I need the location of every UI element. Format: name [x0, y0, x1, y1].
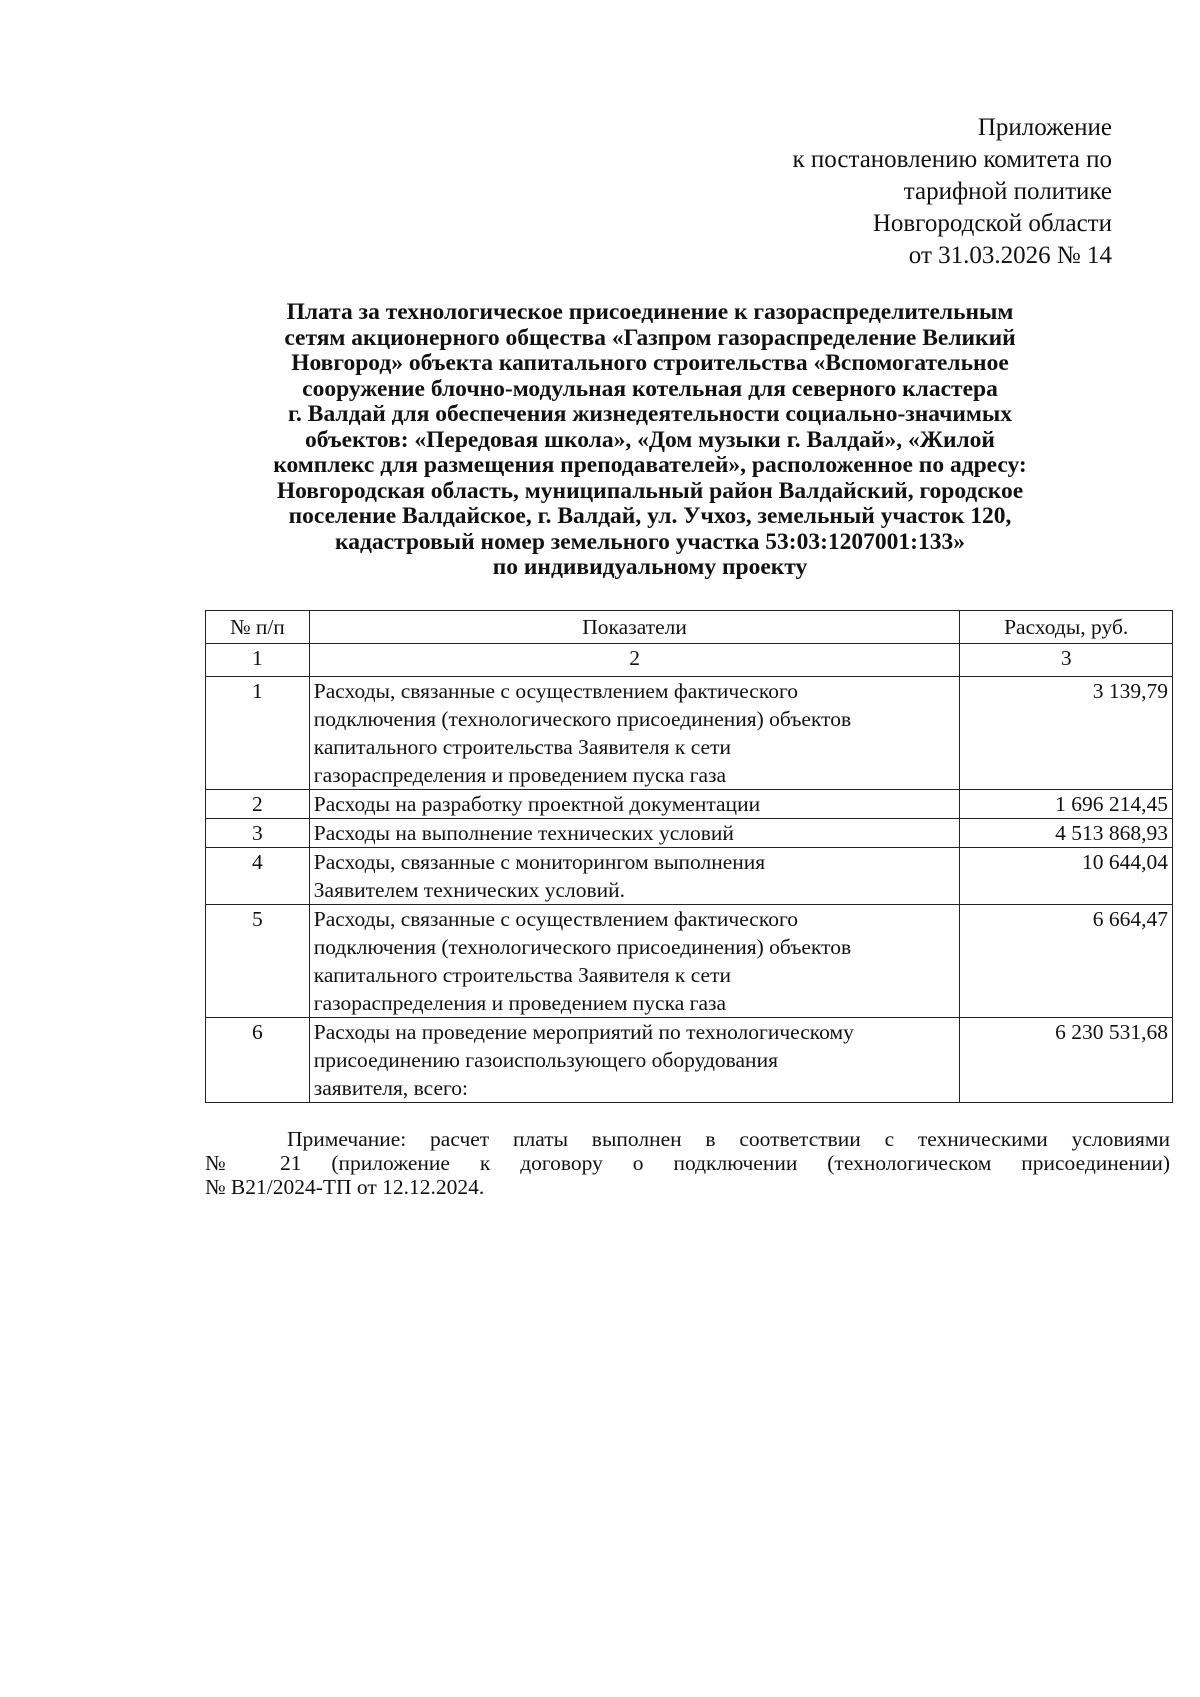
header-indicators: Показатели	[309, 611, 960, 644]
description-line: Заявителем технических условий.	[313, 878, 626, 902]
row-description	[309, 790, 960, 819]
row-amount: 10 644,04	[960, 848, 1173, 905]
annex-line: Приложение	[977, 114, 1112, 141]
table-row	[206, 905, 1173, 1018]
row-amount: 3 139,79	[960, 677, 1173, 790]
index-cell: 1	[206, 644, 310, 677]
row-number: 3	[206, 819, 310, 848]
title-line: сетям акционерного общества «Газпром газораспределение Великий	[284, 324, 1016, 351]
table-index-row	[206, 644, 1173, 677]
header-costs: Расходы, руб.	[960, 611, 1173, 644]
description-line: Расходы, связанные с осуществлением фактического	[313, 907, 798, 931]
description-line: газораспределения и проведением пуска газа	[313, 991, 727, 1015]
row-description	[309, 848, 960, 905]
title-line: сооружение блочно-модульная котельная для северного кластера	[302, 375, 998, 402]
row-amount: 1 696 214,45	[960, 790, 1173, 819]
description-line: капитального строительства Заявителя к сети	[313, 963, 731, 987]
title-line: Новгород» объекта капитального строительства «Вспомогательное	[291, 350, 1009, 376]
table-row	[206, 790, 1173, 819]
annex-line: к постановлению комитета по	[792, 146, 1112, 173]
table-row	[206, 848, 1173, 905]
title-line: Плата за технологическое присоединение к газораспределительным	[286, 299, 1014, 325]
footnote-line: Примечание: расчет платы выполнен в соответствии с техническими условиями	[287, 1127, 1170, 1151]
row-number: 5	[206, 905, 310, 1018]
costs-table	[205, 610, 1173, 1103]
footnote-line: № В21/2024-ТП от 12.12.2024.	[205, 1175, 485, 1199]
annex-line: от 31.03.2026 № 14	[908, 242, 1112, 269]
title-line: поселение Валдайское, г. Валдай, ул. Учхоз, земельный участок 120,	[288, 503, 1012, 529]
table-row	[206, 677, 1173, 790]
description-line: подключения (технологического присоединения) объектов	[313, 707, 852, 731]
row-description	[309, 677, 960, 790]
description-line: Расходы, связанные с мониторингом выполнения	[313, 850, 766, 874]
title-line: Новгородская область, муниципальный район Валдайский, городское	[276, 477, 1024, 504]
footnote-line: № 21 (приложение к договору о подключении (технологическом присоединении)	[205, 1151, 1170, 1175]
description-line: Расходы на выполнение технических условий	[313, 821, 734, 845]
header-num: № п/п	[206, 611, 310, 644]
row-description	[309, 819, 960, 848]
annex-header	[792, 112, 1112, 272]
row-number: 6	[206, 1018, 310, 1103]
description-line: заявителя, всего:	[313, 1076, 469, 1100]
description-line: Расходы на проведение мероприятий по технологическому	[313, 1020, 854, 1044]
description-line: присоединению газоиспользующего оборудования	[313, 1048, 778, 1072]
title-line: кадастровый номер земельного участка 53:03:1207001:133»	[335, 528, 965, 555]
row-number: 2	[206, 790, 310, 819]
table-row	[206, 819, 1173, 848]
title-line: объектов: «Передовая школа», «Дом музыки г. Валдай», «Жилой	[305, 426, 995, 453]
row-number: 4	[206, 848, 310, 905]
row-description	[309, 905, 960, 1018]
description-line: Расходы на разработку проектной документации	[313, 792, 761, 816]
description-line: газораспределения и проведением пуска газа	[313, 763, 727, 787]
annex-line: тарифной политике	[903, 178, 1112, 205]
title-line: комплекс для размещения преподавателей», расположенное по адресу:	[273, 452, 1027, 478]
table-row	[206, 1018, 1173, 1103]
annex-line: Новгородской области	[872, 210, 1112, 237]
footnote	[205, 1127, 1170, 1199]
row-amount: 6 230 531,68	[960, 1018, 1173, 1103]
row-number: 1	[206, 677, 310, 790]
title-line: по индивидуальному проекту	[492, 554, 808, 580]
row-amount: 4 513 868,93	[960, 819, 1173, 848]
row-amount: 6 664,47	[960, 905, 1173, 1018]
description-line: капитального строительства Заявителя к сети	[313, 735, 731, 759]
table-header-row	[206, 611, 1173, 644]
description-line: подключения (технологического присоединения) объектов	[313, 935, 852, 959]
index-cell: 2	[309, 644, 960, 677]
row-description	[309, 1018, 960, 1103]
title-line: г. Валдай для обеспечения жизнедеятельности социально-значимых	[288, 401, 1012, 427]
index-cell: 3	[960, 644, 1173, 677]
description-line: Расходы, связанные с осуществлением фактического	[313, 679, 798, 703]
document-title	[170, 300, 1130, 581]
